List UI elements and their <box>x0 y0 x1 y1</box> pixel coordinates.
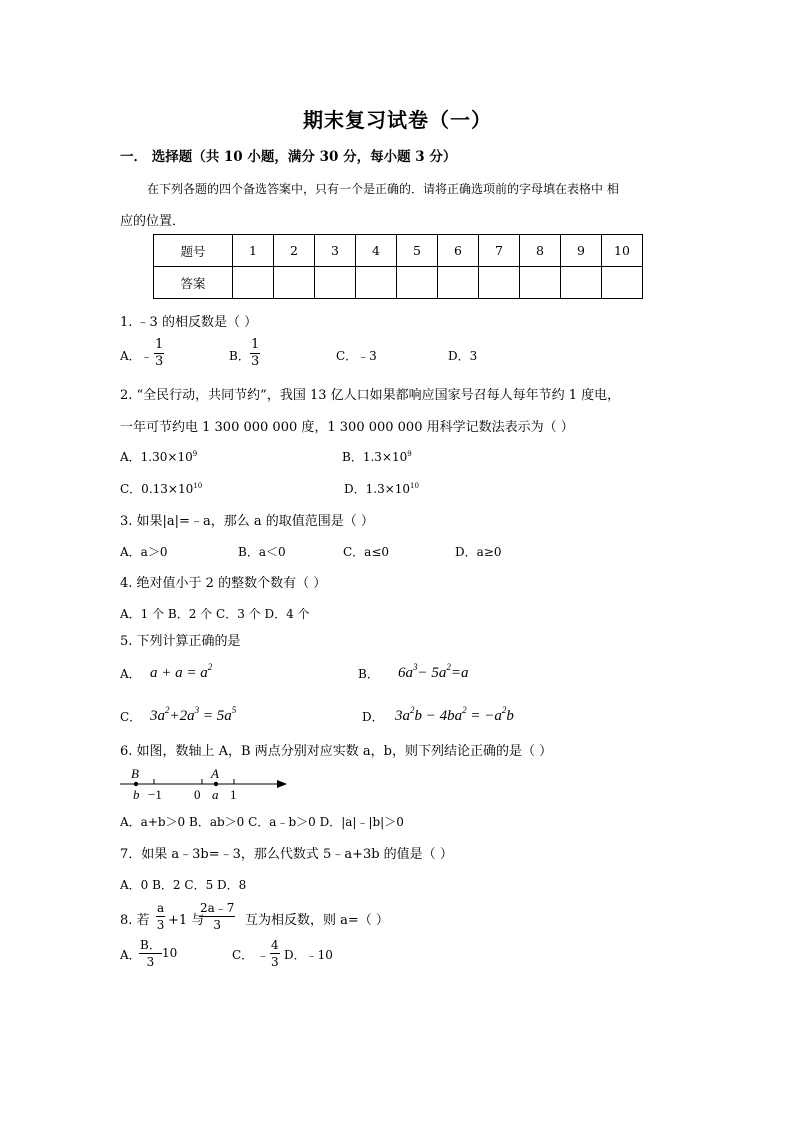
q2-option-a <box>120 448 197 465</box>
q1-stem: 1. ﹣3 的相反数是（ ） <box>120 315 258 330</box>
answer-cell[interactable] <box>520 267 561 299</box>
q1-option-b-label: B． <box>229 349 250 363</box>
option-text: A．1.30×10 <box>120 450 193 464</box>
q5-option-b-label: B． <box>358 667 379 681</box>
q3-option-d: D．a≥0 <box>455 545 502 559</box>
answer-table <box>153 234 643 299</box>
answer-cell[interactable] <box>356 267 397 299</box>
answer-cell[interactable] <box>561 267 602 299</box>
question-number-cell: 7 <box>479 235 520 267</box>
fraction-denominator: 3 <box>271 955 279 969</box>
q3-option-b: B．a＜0 <box>238 545 286 559</box>
q8-option-d: D．﹣10 <box>284 948 333 962</box>
answer-cell[interactable] <box>438 267 479 299</box>
fraction-denominator: 3 <box>146 955 155 969</box>
question-number-cell: 1 <box>233 235 274 267</box>
q1-option-b-fraction <box>250 337 260 370</box>
option-text: D．1.3×10 <box>344 482 411 496</box>
exponent: 10 <box>193 482 203 490</box>
q8-fraction-1 <box>156 900 165 933</box>
q2-option-b <box>342 448 412 465</box>
label-one: 1 <box>230 787 237 802</box>
q1-option-a-fraction <box>154 337 164 370</box>
fraction-denominator: 3 <box>251 354 260 369</box>
q5-option-d-label: D． <box>362 710 384 724</box>
q1-option-a-label: A．﹣ <box>120 349 153 363</box>
q2-stem-line-2: 一年可节约电 1 300 000 000 度，1 300 000 000 用科学记数法表示为（ ） <box>120 420 574 435</box>
question-number-cell: 2 <box>274 235 315 267</box>
q8-option-a-label: A． <box>120 948 141 962</box>
exponent: 9 <box>407 450 412 458</box>
answer-cell[interactable] <box>233 267 274 299</box>
fraction-numerator: 1 <box>251 337 260 352</box>
q1-option-d: D．3 <box>448 349 478 363</box>
fraction-denominator: 3 <box>155 354 164 369</box>
answer-cell[interactable] <box>479 267 520 299</box>
exponent: 9 <box>192 450 198 458</box>
q8-option-c-label: C． ﹣ <box>232 948 269 962</box>
q3-option-c: C．a≤0 <box>343 545 390 559</box>
q8-option-c-fraction <box>270 937 280 970</box>
number-line-figure <box>115 765 290 805</box>
label-point-b: B <box>131 766 139 781</box>
question-number-cell: 10 <box>602 235 643 267</box>
label-a: a <box>212 787 219 802</box>
exponent: 10 <box>410 482 419 490</box>
q8-fraction-2 <box>199 900 235 933</box>
q4-stem: 4. 绝对值小于 2 的整数个数有（ ） <box>120 576 327 591</box>
page-title: 期末复习试卷（一） <box>303 108 492 132</box>
answer-cell[interactable] <box>274 267 315 299</box>
q7-options: A．0 B．2 C．5 D．8 <box>120 878 247 892</box>
fraction-denominator: 3 <box>213 918 222 932</box>
q5-option-d-formula: $3a^2b - 4ba^2 = -a^2b$ <box>395 705 514 724</box>
q5-option-a-formula: $a + a = a^2$ <box>150 662 213 681</box>
question-number-cell: 8 <box>520 235 561 267</box>
q5-option-b-formula: $6a^3- 5a^2=a$ <box>398 662 469 681</box>
q2-stem-line-1: 2. “全民行动，共同节约”，我国 13 亿人口如果都响应国家号召每人每年节约 1 度电， <box>120 388 621 403</box>
q1-option-c: C．﹣3 <box>336 349 377 363</box>
fraction-denominator: 3 <box>156 918 165 932</box>
q8-stem-suffix: 互为相反数，则 a=（ ） <box>245 913 389 928</box>
q2-option-d <box>344 480 419 497</box>
q3-option-a: A．a＞0 <box>120 545 168 559</box>
q6-stem: 6. 如图，数轴上 A，B 两点分别对应实数 a，b，则下列结论正确的是（ ） <box>120 744 553 759</box>
fraction-numerator: 2a﹣7 <box>200 901 235 915</box>
table-row <box>154 267 643 299</box>
answer-cell[interactable] <box>315 267 356 299</box>
fraction-numerator: 4 <box>271 938 279 952</box>
q5-option-c-formula: $3a^2+2a^3 = 5a^5$ <box>150 705 237 724</box>
answer-cell[interactable] <box>397 267 438 299</box>
q5-option-a-label: A． <box>120 667 141 681</box>
label-point-a: A <box>211 766 219 781</box>
arrow-head-icon <box>277 780 287 788</box>
point-a-dot <box>214 782 218 786</box>
table-row <box>154 235 643 267</box>
option-text: B．1.3×10 <box>342 450 408 464</box>
row-label-number: 题号 <box>154 235 233 267</box>
label-minus-one: −1 <box>148 787 162 802</box>
q5-stem: 5. 下列计算正确的是 <box>120 634 241 649</box>
q7-stem: 7．如果 a﹣3b=﹣3，那么代数式 5﹣a+3b 的值是（ ） <box>120 847 453 862</box>
fraction-numerator: a <box>157 901 165 915</box>
section-heading: 一． 选择题（共 10 小题，满分 30 分，每小题 3 分） <box>120 149 457 165</box>
point-b-dot <box>134 782 138 786</box>
instruction-line-1: 在下列各题的四个备选答案中，只有一个是正确的．请将正确选项前的字母填在表格中 相 <box>147 182 619 196</box>
question-number-cell: 6 <box>438 235 479 267</box>
question-number-cell: 4 <box>356 235 397 267</box>
instruction-line-2: 应的位置． <box>120 214 186 229</box>
q8-stem-prefix: 8. 若 <box>120 913 150 928</box>
q3-stem: 3. 如果|a|=﹣a，那么 a 的取值范围是（ ） <box>120 514 374 529</box>
option-text: C．0.13×10 <box>120 482 194 496</box>
q5-option-c-label: C． <box>120 710 142 724</box>
q6-options: A．a+b＞0 B．ab＞0 C．a﹣b＞0 D．|a|﹣|b|＞0 <box>120 815 404 829</box>
q4-options: A．1 个 B．2 个 C．3 个 D．4 个 <box>120 607 310 621</box>
q8-option-a-fraction <box>139 937 162 970</box>
fraction-numerator: B． <box>140 938 161 952</box>
row-label-answer: 答案 <box>154 267 233 299</box>
fraction-numerator: 1 <box>155 337 164 352</box>
label-b: b <box>133 787 140 802</box>
q8-option-b: 10 <box>162 946 178 960</box>
q8-plus-one: +1 与 <box>168 913 205 928</box>
question-number-cell: 3 <box>315 235 356 267</box>
label-zero: 0 <box>194 787 201 802</box>
answer-cell[interactable] <box>602 267 643 299</box>
question-number-cell: 9 <box>561 235 602 267</box>
q2-option-c <box>120 480 202 497</box>
question-number-cell: 5 <box>397 235 438 267</box>
